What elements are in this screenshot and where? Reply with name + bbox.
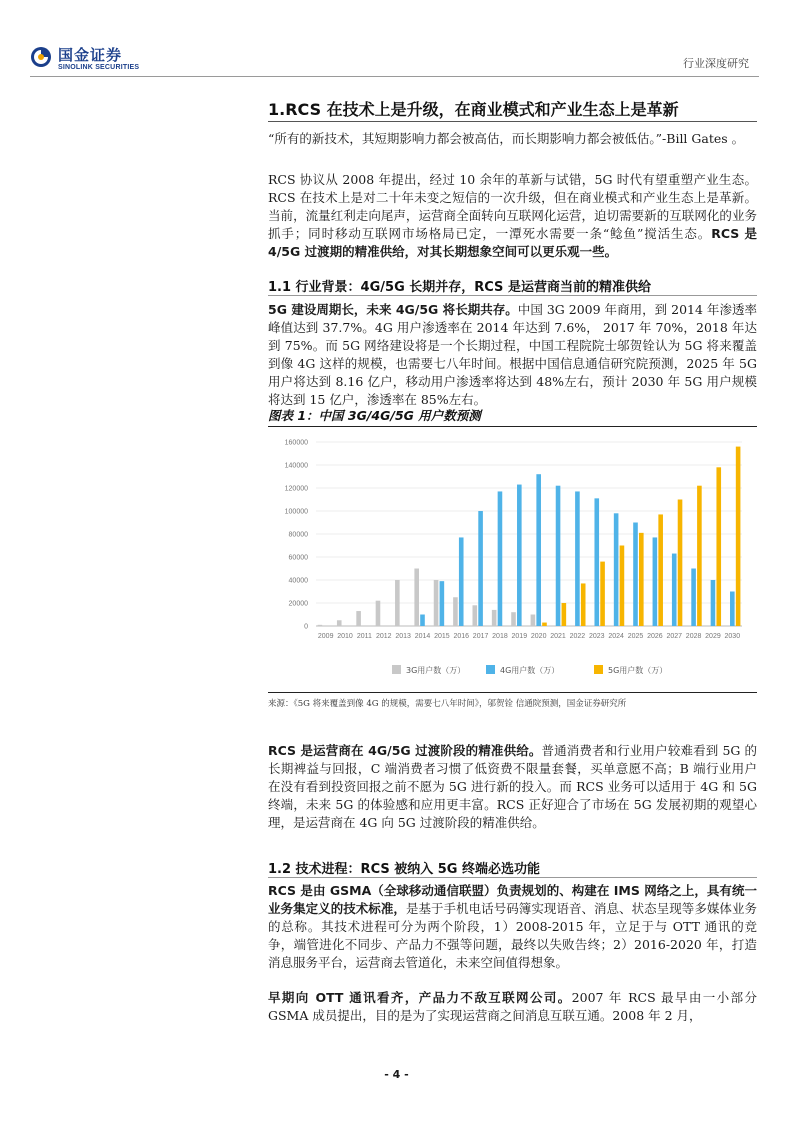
bar-4g: [478, 511, 483, 626]
x-tick-label: 2030: [724, 633, 741, 640]
bar-4g: [517, 485, 522, 626]
section-title: 1.RCS 在技术上是升级，在商业模式和产业生态上是革新: [268, 100, 679, 119]
bar-4g: [653, 537, 658, 626]
bar-4g: [575, 491, 580, 626]
bar-4g: [730, 592, 735, 627]
transition-paragraph: [268, 742, 757, 832]
tech-text: 是基于手机电话号码簿实现语音、消息、状态呈现等多媒体业务的总称。其技术进程可分为两个阶段，1）2008-2015 年，立足于与 OTT 通讯的竞争，端管进化不同步、产品力不强等问题，最终以失败告终；2）2016-2020 年，打造消息服务平台，运营商去管道化，未来空间值得想象。: [268, 901, 757, 970]
bar-5g: [562, 603, 567, 626]
bar-3g: [337, 620, 342, 626]
y-tick-label: 60000: [288, 554, 308, 562]
legend-swatch: [392, 665, 401, 674]
x-tick-label: 2010: [337, 633, 353, 640]
subsection-underline: [268, 295, 757, 296]
bar-4g: [672, 554, 677, 626]
y-tick-label: 40000: [288, 577, 308, 585]
y-tick-label: 80000: [288, 531, 308, 539]
brand-name-en: SINOLINK SECURITIES: [58, 64, 140, 71]
x-tick-label: 2021: [550, 633, 566, 640]
y-tick-label: 100000: [284, 508, 308, 516]
background-text: 中国 3G 2009 年商用，到 2014 年渗透率峰值达到 37.7%。4G 用户渗透率在 2014 年达到 7.6%， 2017 年 70%，2018 年达到 75%。而 5G 网络建设将是一个长期过程，中国工程院院士邬贺铨认为 5G 将来覆盖到像 4G 这样的规模，也需要七八年时间。根据中国信息通信研究院预测，2025 年 5G 用户将达到 8.16 亿户，移动用户渗透率将达到 48%左右，预计 2030 年 5G 用户规模将达到 15 亿户，渗透率在 85%左右。: [268, 302, 757, 407]
bar-3g: [395, 580, 400, 626]
x-tick-label: 2026: [647, 633, 663, 640]
legend-label: 5G用户数（万）: [608, 666, 668, 675]
legend-label: 3G用户数（万）: [406, 666, 466, 675]
x-tick-label: 2027: [666, 633, 683, 640]
bar-5g: [581, 583, 586, 626]
bar-3g: [531, 615, 536, 627]
page-number: - 4 -: [384, 1068, 409, 1081]
bar-3g: [492, 610, 497, 626]
intro-text: RCS 协议从 2008 年提出，经过 10 余年的革新与试错，5G 时代有望重塑产业生态。RCS 在技术上是对二十年未变之短信的一次升级，但在商业模式和产业生态上是革新。当前，流量红利走向尾声，运营商全面转向互联网化运营，迫切需要新的互联网化的业务抓手；同时移动互联网市场格局已定，一潭死水需要一条“鲶鱼”搅活生态。: [268, 172, 757, 241]
x-tick-label: 2025: [627, 633, 644, 640]
bar-5g: [658, 514, 663, 626]
tech-paragraph: [268, 882, 757, 972]
bar-3g: [318, 625, 323, 626]
x-tick-label: 2024: [608, 633, 624, 640]
x-tick-label: 2029: [705, 633, 721, 640]
bar-3g: [414, 569, 419, 627]
y-tick-label: 120000: [284, 485, 308, 493]
brand-logo-icon: [30, 46, 52, 68]
quote-paragraph: “所有的新技术，其短期影响力都会被高估，而长期影响力都会被低估。”-Bill Gates 。: [268, 131, 745, 146]
bar-4g: [633, 523, 638, 627]
x-tick-label: 2012: [375, 633, 392, 640]
bar-5g: [639, 533, 644, 626]
bar-5g: [716, 467, 721, 626]
user-forecast-chart: [268, 430, 757, 688]
report-category: 行业深度研究: [683, 57, 749, 70]
bar-3g: [472, 605, 477, 626]
x-tick-label: 2017: [472, 633, 489, 640]
bar-4g: [498, 491, 503, 626]
bar-4g: [536, 474, 541, 626]
figure-title: 图表 1：中国 3G/4G/5G 用户数预测: [268, 408, 481, 423]
x-tick-label: 2022: [569, 633, 586, 640]
tech-bold-text: RCS 是由 GSMA（全球移动通信联盟）负责规划的、构建在 IMS 网络之上，具有统一业务集定义的技术标准，: [268, 883, 757, 916]
bar-4g: [711, 580, 716, 626]
bar-5g: [678, 500, 683, 627]
section-title-underline: [268, 121, 757, 122]
brand-name: 国金证券: [58, 46, 123, 64]
bar-3g: [356, 611, 361, 626]
early-text: 2007 年 RCS 最早由一小部分 GSMA 成员提出，目的是为了实现运营商之间消息互联互通。2008 年 2 月，: [268, 990, 757, 1023]
x-tick-label: 2014: [414, 633, 431, 640]
subsection-title-1-2: 1.2 技术进程：RCS 被纳入 5G 终端必选功能: [268, 862, 541, 877]
subsection-title-1-1: 1.1 行业背景：4G/5G 长期并存，RCS 是运营商当前的精准供给: [268, 280, 651, 295]
early-bold-text: 早期向 OTT 通讯看齐，产品力不敌互联网公司。: [268, 990, 572, 1005]
bar-3g: [453, 597, 458, 626]
x-tick-label: 2015: [434, 633, 450, 640]
early-paragraph: [268, 989, 757, 1025]
x-tick-label: 2023: [588, 633, 605, 640]
y-tick-label: 20000: [288, 600, 308, 608]
subsection-underline: [268, 877, 757, 878]
bar-3g: [434, 580, 439, 626]
x-tick-label: 2018: [492, 633, 508, 640]
bar-4g: [594, 498, 599, 626]
bar-5g: [600, 562, 605, 626]
x-tick-label: 2009: [317, 633, 334, 640]
x-tick-label: 2016: [453, 633, 470, 640]
bar-3g: [511, 612, 516, 626]
y-tick-label: 0: [304, 623, 308, 631]
bar-5g: [620, 546, 625, 627]
bar-4g: [556, 486, 561, 626]
bar-4g: [440, 581, 445, 626]
bar-5g: [542, 623, 547, 626]
legend-swatch: [486, 665, 495, 674]
legend-label: 4G用户数（万）: [500, 666, 560, 675]
legend-swatch: [594, 665, 603, 674]
transition-text: 普通消费者和行业用户较难看到 5G 的长期裨益与回报，C 端消费者习惯了低资费不限量套餐，买单意愿不高；B 端行业用户在没有看到投资回报之前不愿为 5G 进行新的投入。而 RCS 业务可以适用于 4G 和 5G 终端，未来 5G 的体验感和应用更丰富。RCS 正好迎合了市场在 5G 发展初期的观望心理，是运营商在 4G 向 5G 过渡阶段的精准供给。: [268, 743, 758, 830]
bar-4g: [691, 569, 696, 627]
figure-bottom-rule: [268, 692, 757, 693]
background-bold-text: 5G 建设周期长，未来 4G/5G 将长期共存。: [268, 302, 518, 317]
header-divider: [30, 76, 759, 77]
y-tick-label: 160000: [284, 439, 308, 447]
background-paragraph: [268, 301, 757, 409]
bar-4g: [459, 537, 464, 626]
x-tick-label: 2019: [511, 633, 528, 640]
bar-5g: [736, 447, 741, 626]
bar-5g: [697, 486, 702, 626]
figure-source: 来源：《5G 将来覆盖到像 4G 的规模，需要七八年时间》，邬贺铨 信通院预测，国金证券研究所: [268, 699, 627, 709]
intro-paragraph: [268, 171, 757, 261]
y-tick-label: 140000: [284, 462, 308, 470]
figure-top-rule: [268, 426, 757, 427]
intro-bold-text: RCS 是 4/5G 过渡期的精准供给，对其长期想象空间可以更乐观一些。: [268, 226, 757, 259]
x-tick-label: 2013: [395, 633, 411, 640]
transition-bold-text: RCS 是运营商在 4G/5G 过渡阶段的精准供给。: [268, 743, 542, 758]
x-tick-label: 2028: [685, 633, 702, 640]
bar-4g: [420, 615, 425, 627]
bar-4g: [614, 513, 619, 626]
x-tick-label: 2011: [356, 633, 372, 640]
x-tick-label: 2020: [530, 633, 547, 640]
bar-3g: [376, 601, 381, 626]
